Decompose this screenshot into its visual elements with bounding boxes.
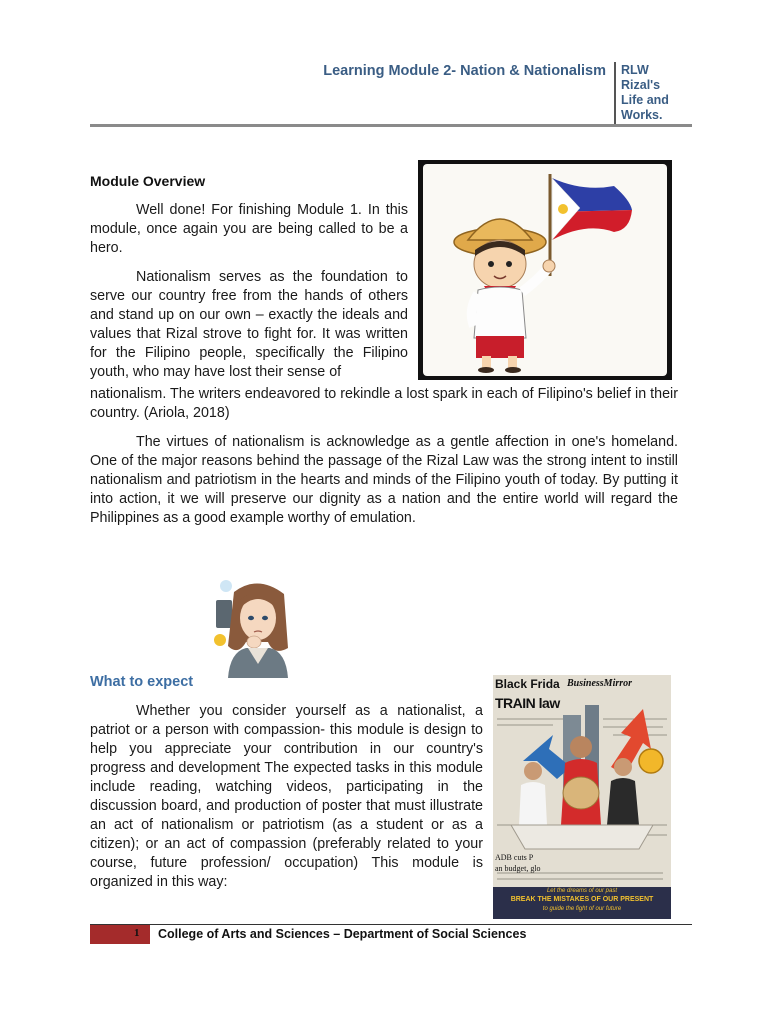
- expect-paragraph: Whether you consider yourself as a nationalist, a patriot or a person with compassion- this module is design to help you appreciate your contribution in our country's progress and development The expected tasks in this module include reading, watching videos, participating in the discussion board, and production of poster that must illustrate an act of nationalism or patriotism (as a student or as a citizen); or an act of compassion (preferably related to your course, future profession/ occupation) This module is organized in this way:: [90, 703, 483, 890]
- course-line-1: RLW: [621, 63, 649, 77]
- module-title: Learning Module 2- Nation & Nationalism: [323, 63, 606, 79]
- course-line-4: Works.: [621, 108, 663, 122]
- course-label: [621, 63, 701, 123]
- poster-headline-2: TRAIN law: [495, 695, 560, 711]
- header-divider: [614, 62, 616, 126]
- poster-banner-main: BREAK THE MISTAKES OF OUR PRESENT: [510, 896, 654, 903]
- poster-masthead: BusinessMirror: [567, 678, 633, 689]
- module-overview-heading: Module Overview: [90, 173, 206, 189]
- page-number: 1: [134, 927, 140, 939]
- footer-rule: [90, 924, 692, 925]
- poster-banner-top: Let the dreams of our past: [546, 888, 618, 894]
- header-rule: [90, 124, 692, 127]
- footer-accent-bar: [90, 924, 150, 944]
- what-to-expect-heading: What to expect: [90, 674, 194, 690]
- filipino-boy-flag-illustration: [418, 160, 672, 380]
- course-line-3: Life and: [621, 93, 669, 107]
- overview-paragraph-2a: Nationalism serves as the foundation to serve our country free from the hands of others and stand up on our own – exactly the ideals and values that Rizal strove to fight for. It was written for the Filipino people, specifically the Filipino youth, who may have lost their sense of: [90, 269, 408, 380]
- poster-news-2: an budget, glo: [495, 864, 541, 873]
- poster-news-1: ADB cuts P: [495, 853, 534, 862]
- nationalism-poster-collage: [493, 675, 671, 919]
- overview-paragraph-1: Well done! For finishing Module 1. In this module, once again you are being called to be a hero.: [90, 202, 408, 256]
- overview-paragraph-2b: nationalism. The writers endeavored to rekindle a lost spark in each of Filipino's belief in their country. (Ariola, 2018): [90, 386, 678, 421]
- poster-headline-1: Black Frida: [495, 677, 560, 691]
- poster-banner-bottom: to guide the fight of our future: [542, 906, 622, 912]
- course-line-2: Rizal's: [621, 78, 661, 92]
- overview-paragraph-3: The virtues of nationalism is acknowledge as a gentle affection in one's homeland. One of the major reasons behind the passage of the Rizal Law was the strong intent to instill nationalism and patriotism in the hearts and minds of the Filipino youth of today. By putting it into action, it we will preserve our dignity as a nation and the entire world will regard the Philippines as a good example worthy of emulation.: [90, 434, 678, 526]
- footer-department: College of Arts and Sciences – Department of Social Sciences: [158, 927, 527, 941]
- thinking-student-illustration: [212, 578, 294, 682]
